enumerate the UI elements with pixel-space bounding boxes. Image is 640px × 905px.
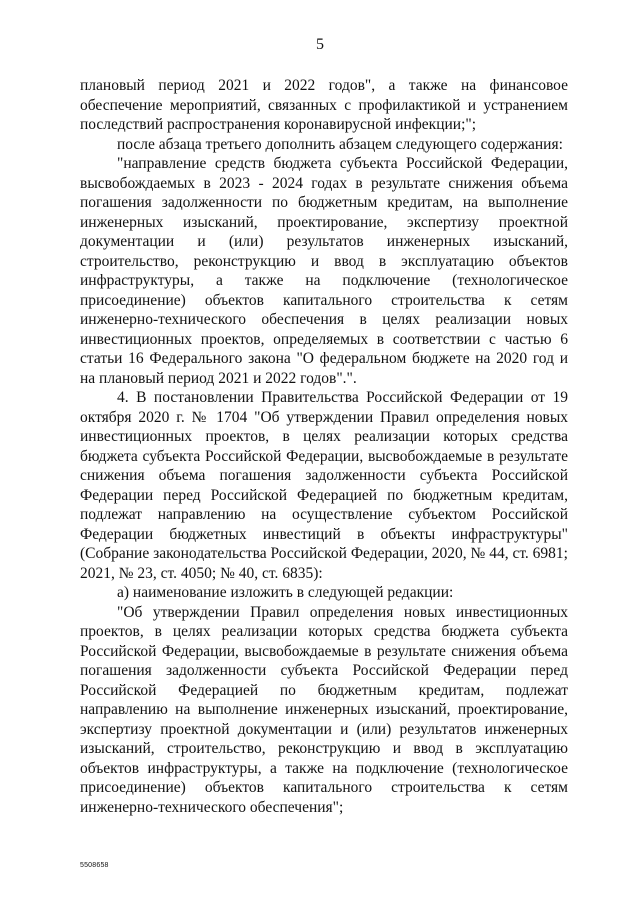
paragraph-quoted-amendment: "направление средств бюджета субъекта Российской Федерации, высвобождаемых в 2023 - 2024 годах в результате снижения объема погашения задолженности по бюджетным кредитам, на выполнение инженерных изысканий, проектирование, экспертизу проектной документации и (или) результатов инженерных изысканий, строительство, реконструкцию и ввод в эксплуатацию объектов инфраструктуры, а также на подключение (технологическое присоединение) объектов капитального строительства к сетям инженерно-технического обеспечения в целях реализации новых инвестиционных проектов, определяемых в соответствии с частью 6 статьи 16 Федерального закона "О федеральном бюджете на 2020 год и на плановый период 2021 и 2022 годов".". bbox=[80, 155, 568, 387]
page-number: 5 bbox=[316, 36, 324, 53]
paragraph-continuation: плановый период 2021 и 2022 годов", а также на финансовое обеспечение мероприятий, связанных с профилактикой и устранением последствий распространения коронавирусной инфекции;"; bbox=[80, 77, 568, 133]
document-code: 5508658 bbox=[80, 862, 109, 869]
paragraph-instruction: после абзаца третьего дополнить абзацем следующего содержания: bbox=[117, 135, 563, 153]
paragraph-item-4: 4. В постановлении Правительства Российской Федерации от 19 октября 2020 г. № 1704 "Об утверждении Правил определения новых инвестиционных проектов, в целях реализации которых средства бюджета субъекта Российской Федерации, высвобождаемые в результате снижения объема погашения задолженности субъекта Российской Федерации перед Российской Федерацией по бюджетным кредитам, подлежат направлению на осуществление субъектом Российской Федерации бюджетных инвестиций в объекты инфраструктуры" (Собрание законодательства Российской Федерации, 2020, № 44, ст. 6981; 2021, № 23, ст. 4050; № 40, ст. 6835): bbox=[80, 389, 568, 582]
document-body bbox=[80, 76, 568, 817]
paragraph-subitem-a: а) наименование изложить в следующей редакции: bbox=[117, 584, 454, 601]
paragraph-new-title: "Об утверждении Правил определения новых инвестиционных проектов, в целях реализации которых средства бюджета субъекта Российской Федерации, высвобождаемые в результате снижения объема погашения задолженности субъекта Российской Федерации перед Российской Федерацией по бюджетным кредитам, подлежат направлению на выполнение инженерных изысканий, проектирование, экспертизу проектной документации и (или) результатов инженерных изысканий, строительство, реконструкцию и ввод в эксплуатацию объектов инфраструктуры, а также на подключение (технологическое присоединение) объектов капитального строительства к сетям инженерно-технического обеспечения"; bbox=[80, 603, 568, 816]
